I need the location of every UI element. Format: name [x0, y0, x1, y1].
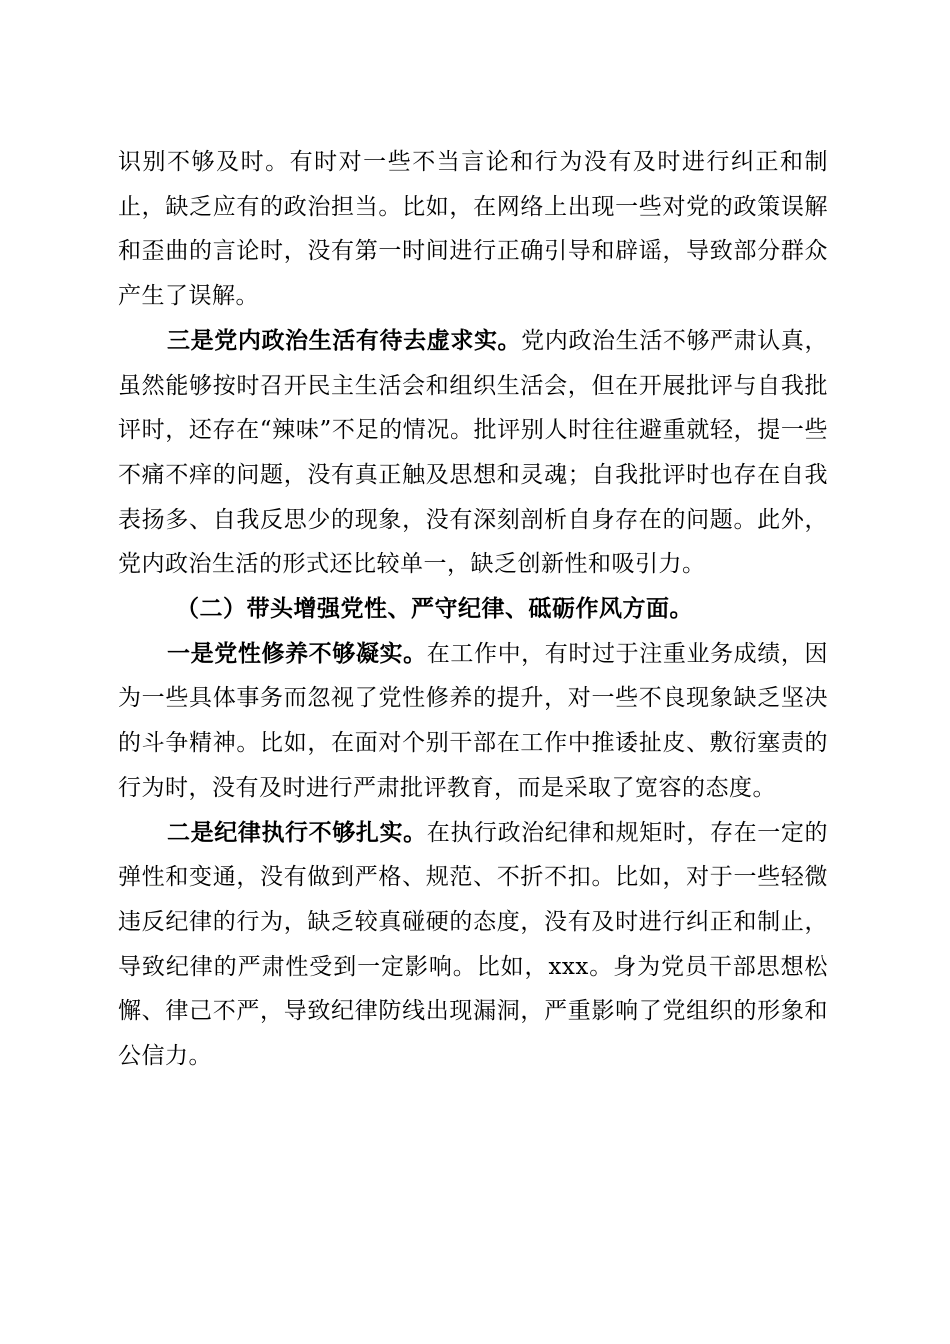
paragraph-lead: 三是党内政治生活有待去虚求实。 [167, 326, 522, 354]
paragraph-party-spirit [118, 632, 828, 811]
paragraph-discipline [118, 811, 828, 1079]
document-body [118, 140, 828, 1079]
section-heading: （二）带头增强党性、严守纪律、砥砺作风方面。 [176, 595, 693, 623]
paragraph-lead: 一是党性修养不够凝实。 [167, 639, 427, 667]
paragraph-text: 在执行政治纪律和规矩时，存在一定的弹性和变通，没有做到严格、规范、不折不扣。比如，对于一些轻微违反纪律的行为，缺乏较真碰硬的态度，没有及时进行纠正和制止，导致纪律的严肃性受到一定影响。比如，xxx。身为党员干部思想松懈、律己不严，导致纪律防线出现漏洞，严重影响了党组织的形象和公信力。 [118, 819, 829, 1070]
paragraph-political-life [118, 319, 828, 587]
paragraph-continuation: 识别不够及时。有时对一些不当言论和行为没有及时进行纠正和制止，缺乏应有的政治担当。比如，在网络上出现一些对党的政策误解和歪曲的言论时，没有第一时间进行正确引导和辟谣，导致部分群众产生了误解。 [118, 149, 828, 310]
paragraph-text: 在工作中，有时过于注重业务成绩，因为一些具体事务而忽视了党性修养的提升，对一些不良现象缺乏坚决的斗争精神。比如，在面对个别干部在工作中推诿扯皮、敷衍塞责的行为时，没有及时进行严肃批评教育，而是采取了宽容的态度。 [118, 640, 829, 801]
paragraph-lead: 二是纪律执行不够扎实。 [167, 818, 427, 846]
paragraph-text: 党内政治生活不够严肃认真，虽然能够按时召开民主生活会和组织生活会，但在开展批评与自我批评时，还存在“辣味”不足的情况。批评别人时往往避重就轻，提一些不痛不痒的问题，没有真正触及思想和灵魂；自我批评时也存在自我表扬多、自我反思少的现象，没有深刻剖析自身存在的问题。此外，党内政治生活的形式还比较单一，缺乏创新性和吸引力。 [118, 327, 829, 578]
